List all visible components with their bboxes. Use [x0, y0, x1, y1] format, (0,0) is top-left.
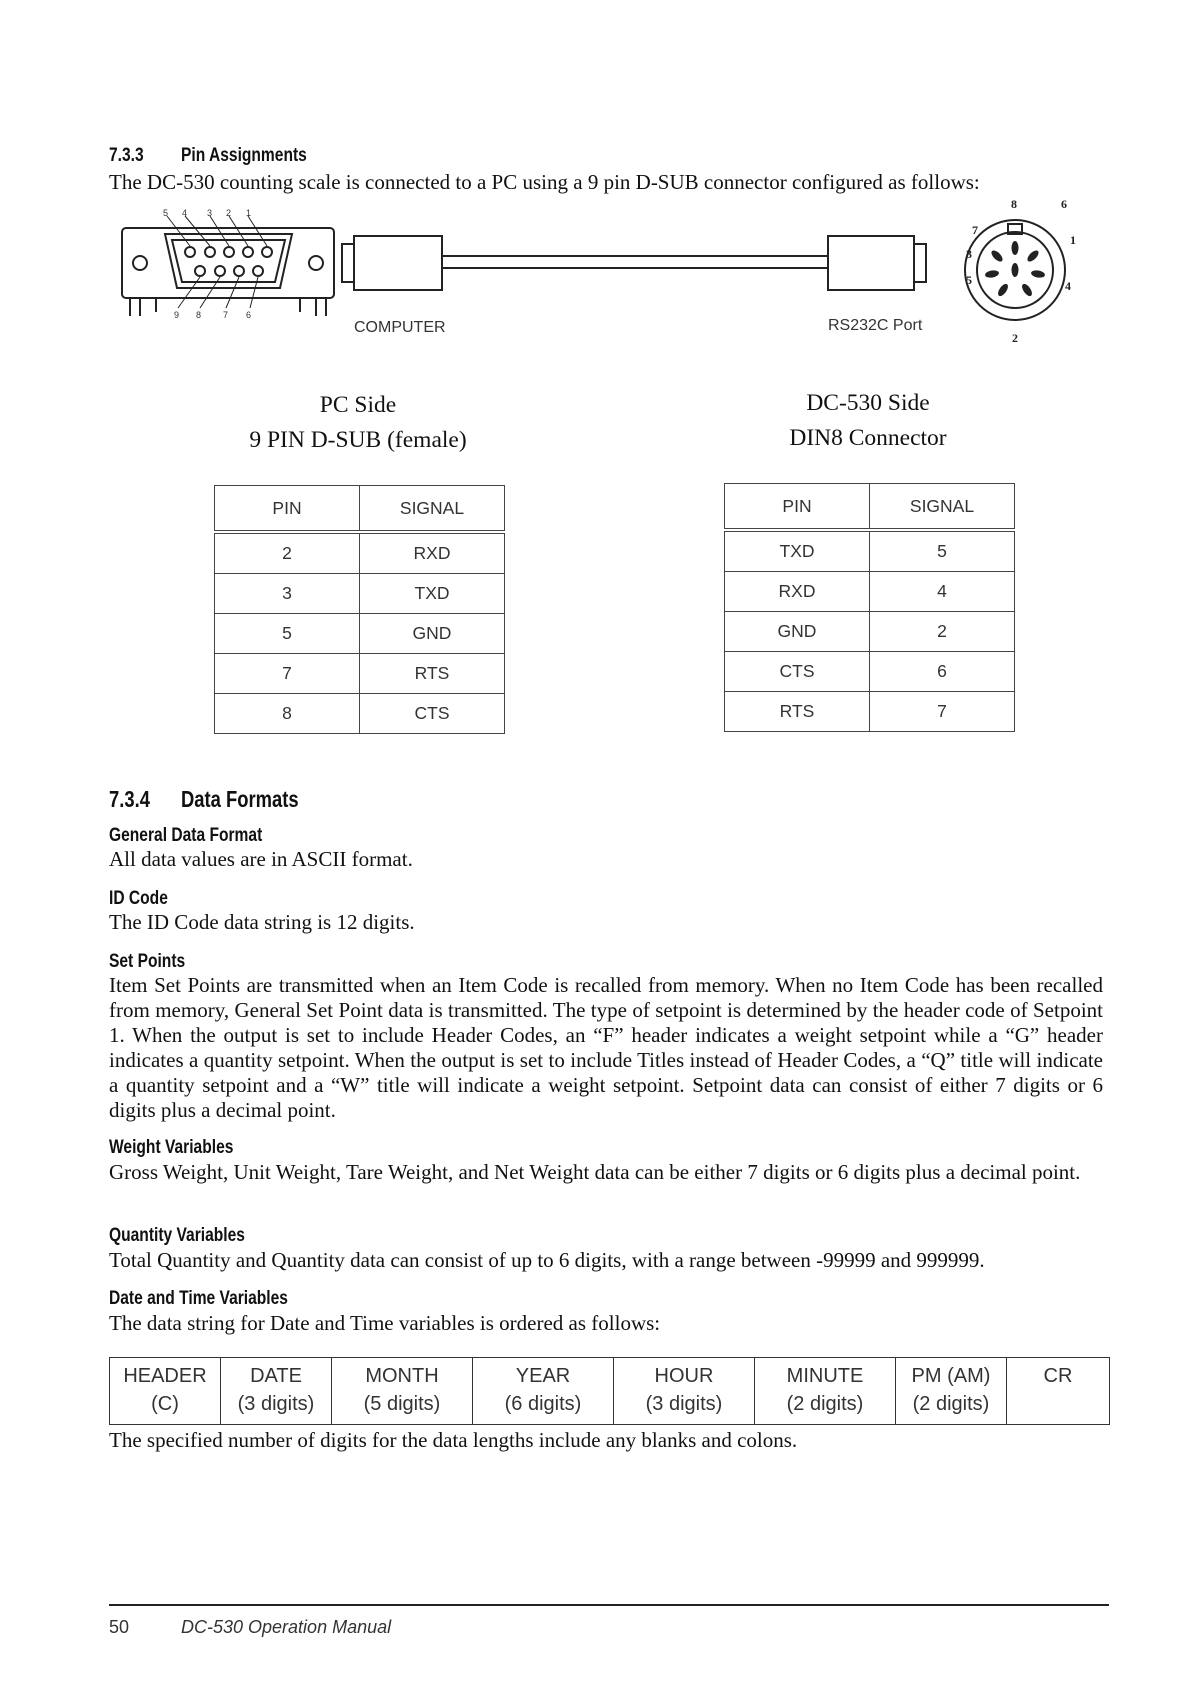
- svg-text:4: 4: [182, 208, 188, 218]
- table-header-row: [725, 484, 1015, 531]
- table-cell: CTS: [725, 652, 870, 692]
- cell-name: DATE: [250, 1365, 302, 1387]
- set-points-text: Item Set Points are transmitted when an Item Code is recalled from memory. When no Item Code has been recalled from memory, General Set Point data is transmitted. The type of setpoint is determined by the header code of Setpoint 1. When the output is set to include Header Codes, an “F” header indicates a weight setpoint while a “G” header indicates a quantity setpoint. When the output is set to include Titles instead of Header Codes, a “Q” title will indicate a quantity setpoint and a “W” title will indicate a weight setpoint. Setpoint data can consist of either 7 digits or 6 digits plus a decimal point.: [109, 973, 1103, 1122]
- format-cell-minute: [755, 1358, 896, 1425]
- table-cell: RXD: [360, 532, 505, 574]
- table-row: [725, 530, 1015, 572]
- table-row: [725, 572, 1015, 612]
- format-cell-cr: [1007, 1358, 1110, 1425]
- table-cell: 6: [870, 652, 1015, 692]
- cable-image: [342, 236, 926, 290]
- page-number: 50: [109, 1617, 130, 1637]
- column-header: PIN: [215, 486, 360, 533]
- subheading: Quantity Variables: [109, 1225, 245, 1246]
- table-header-row: [215, 486, 505, 533]
- svg-text:1: 1: [246, 208, 252, 218]
- table-cell: GND: [725, 612, 870, 652]
- svg-text:9: 9: [174, 310, 180, 320]
- table-cell: 7: [215, 654, 360, 694]
- table-cell: TXD: [725, 530, 870, 572]
- table-cell: CTS: [360, 694, 505, 734]
- connection-diagram: [110, 197, 1100, 348]
- section-number: 7.3.3: [109, 145, 144, 166]
- section-title: Pin Assignments: [181, 145, 307, 166]
- table-cell: 5: [215, 614, 360, 654]
- table-cell: 4: [870, 572, 1015, 612]
- cell-name: HOUR: [654, 1365, 714, 1387]
- table-row: [215, 532, 505, 574]
- section-number: 7.3.4: [109, 786, 150, 812]
- svg-text:8: 8: [196, 310, 202, 320]
- column-header: SIGNAL: [870, 484, 1015, 531]
- table-row: [725, 612, 1015, 652]
- svg-text:6: 6: [246, 310, 252, 320]
- format-cell-header: [110, 1358, 221, 1425]
- dc-side-pin-table: [724, 483, 1015, 732]
- date-time-format-table: [109, 1357, 1110, 1425]
- pc-side-caption-line2: 9 PIN D-SUB (female): [249, 427, 467, 453]
- table-row: [215, 614, 505, 654]
- weight-variables-block: [109, 1137, 261, 1159]
- column-header: PIN: [725, 484, 870, 531]
- weight-variables-text: Gross Weight, Unit Weight, Tare Weight, and Net Weight data can be either 7 digits or 6 digits plus a decimal point.: [109, 1160, 1081, 1184]
- manual-title: DC-530 Operation Manual: [181, 1617, 392, 1637]
- format-cell-month: [332, 1358, 473, 1425]
- quantity-variables-block: [109, 1225, 275, 1247]
- table-cell: 3: [215, 574, 360, 614]
- general-data-format-block: [109, 825, 296, 847]
- table-cell: RXD: [725, 572, 870, 612]
- dsub-connector-image: [122, 216, 334, 316]
- subheading: Weight Variables: [109, 1137, 234, 1158]
- din8-pin-numbers: [966, 197, 1076, 345]
- table-cell: 5: [870, 530, 1015, 572]
- format-cell-year: [473, 1358, 614, 1425]
- svg-text:3: 3: [966, 247, 972, 261]
- table-cell: GND: [360, 614, 505, 654]
- din8-connector-image: [965, 220, 1065, 320]
- section-title: Data Formats: [181, 786, 299, 812]
- set-points-block: [109, 951, 202, 973]
- table-row: [725, 692, 1015, 732]
- date-time-variables-text: The data string for Date and Time variables is ordered as follows:: [109, 1311, 661, 1335]
- cell-detail: (6 digits): [504, 1393, 582, 1415]
- table-cell: 2: [870, 612, 1015, 652]
- cell-name: YEAR: [515, 1365, 571, 1387]
- table-row: [215, 574, 505, 614]
- general-data-format-text: All data values are in ASCII format.: [109, 847, 413, 871]
- cell-name: PM (AM): [911, 1365, 991, 1387]
- pc-side-caption-line1: PC Side: [319, 392, 397, 418]
- cell-name: CR: [1043, 1365, 1073, 1387]
- cell-detail: (3 digits): [645, 1393, 723, 1415]
- dsub-pin-numbers: [163, 208, 251, 320]
- computer-label: COMPUTER: [354, 319, 446, 336]
- section-733-intro: The DC-530 counting scale is connected to a PC using a 9 pin D-SUB connector configured as follows:: [109, 170, 980, 194]
- svg-text:2: 2: [226, 208, 232, 218]
- table-row: [110, 1358, 1110, 1425]
- svg-text:7: 7: [223, 310, 229, 320]
- id-code-block: [109, 888, 181, 910]
- date-time-variables-block: [109, 1288, 327, 1310]
- dc-side-caption-line2: DIN8 Connector: [789, 425, 947, 451]
- column-header: SIGNAL: [360, 486, 505, 533]
- svg-text:1: 1: [1070, 233, 1076, 247]
- dc-side-caption: [698, 386, 1038, 456]
- format-cell-date: [221, 1358, 332, 1425]
- cell-name: HEADER: [123, 1365, 207, 1387]
- svg-text:5: 5: [163, 208, 169, 218]
- format-cell-pm-am: [896, 1358, 1007, 1425]
- cell-detail: (2 digits): [912, 1393, 990, 1415]
- subheading: ID Code: [109, 888, 168, 909]
- table-cell: 8: [215, 694, 360, 734]
- cell-name: MINUTE: [786, 1365, 864, 1387]
- table-row: [215, 694, 505, 734]
- svg-text:3: 3: [207, 208, 213, 218]
- svg-text:8: 8: [1011, 197, 1017, 211]
- subheading: Set Points: [109, 951, 186, 972]
- subheading: Date and Time Variables: [109, 1288, 288, 1309]
- table-cell: 7: [870, 692, 1015, 732]
- footer-divider: [109, 1604, 1109, 1606]
- rs232c-port-label: RS232C Port: [828, 317, 923, 334]
- table-cell: RTS: [725, 692, 870, 732]
- id-code-text: The ID Code data string is 12 digits.: [109, 910, 415, 934]
- svg-text:5: 5: [966, 273, 972, 287]
- pc-side-caption: [188, 388, 528, 458]
- cell-name: MONTH: [365, 1365, 439, 1387]
- svg-text:7: 7: [972, 223, 978, 237]
- table-row: [725, 652, 1015, 692]
- table-cell: 2: [215, 532, 360, 574]
- subheading: General Data Format: [109, 825, 263, 846]
- quantity-variables-text: Total Quantity and Quantity data can consist of up to 6 digits, with a range between -99999 and 999999.: [109, 1248, 985, 1272]
- svg-text:6: 6: [1061, 197, 1067, 211]
- table-row: [215, 654, 505, 694]
- cell-detail: (5 digits): [363, 1393, 441, 1415]
- svg-text:2: 2: [1012, 331, 1018, 345]
- table-cell: TXD: [360, 574, 505, 614]
- format-cell-hour: [614, 1358, 755, 1425]
- table-cell: RTS: [360, 654, 505, 694]
- svg-text:4: 4: [1065, 279, 1071, 293]
- dc-side-caption-line1: DC-530 Side: [806, 390, 930, 416]
- cell-detail: (3 digits): [237, 1393, 315, 1415]
- cell-detail: (2 digits): [786, 1393, 864, 1415]
- date-time-note: The specified number of digits for the data lengths include any blanks and colons.: [109, 1428, 798, 1452]
- pc-side-pin-table: [214, 485, 505, 734]
- cell-detail: (C): [151, 1393, 179, 1415]
